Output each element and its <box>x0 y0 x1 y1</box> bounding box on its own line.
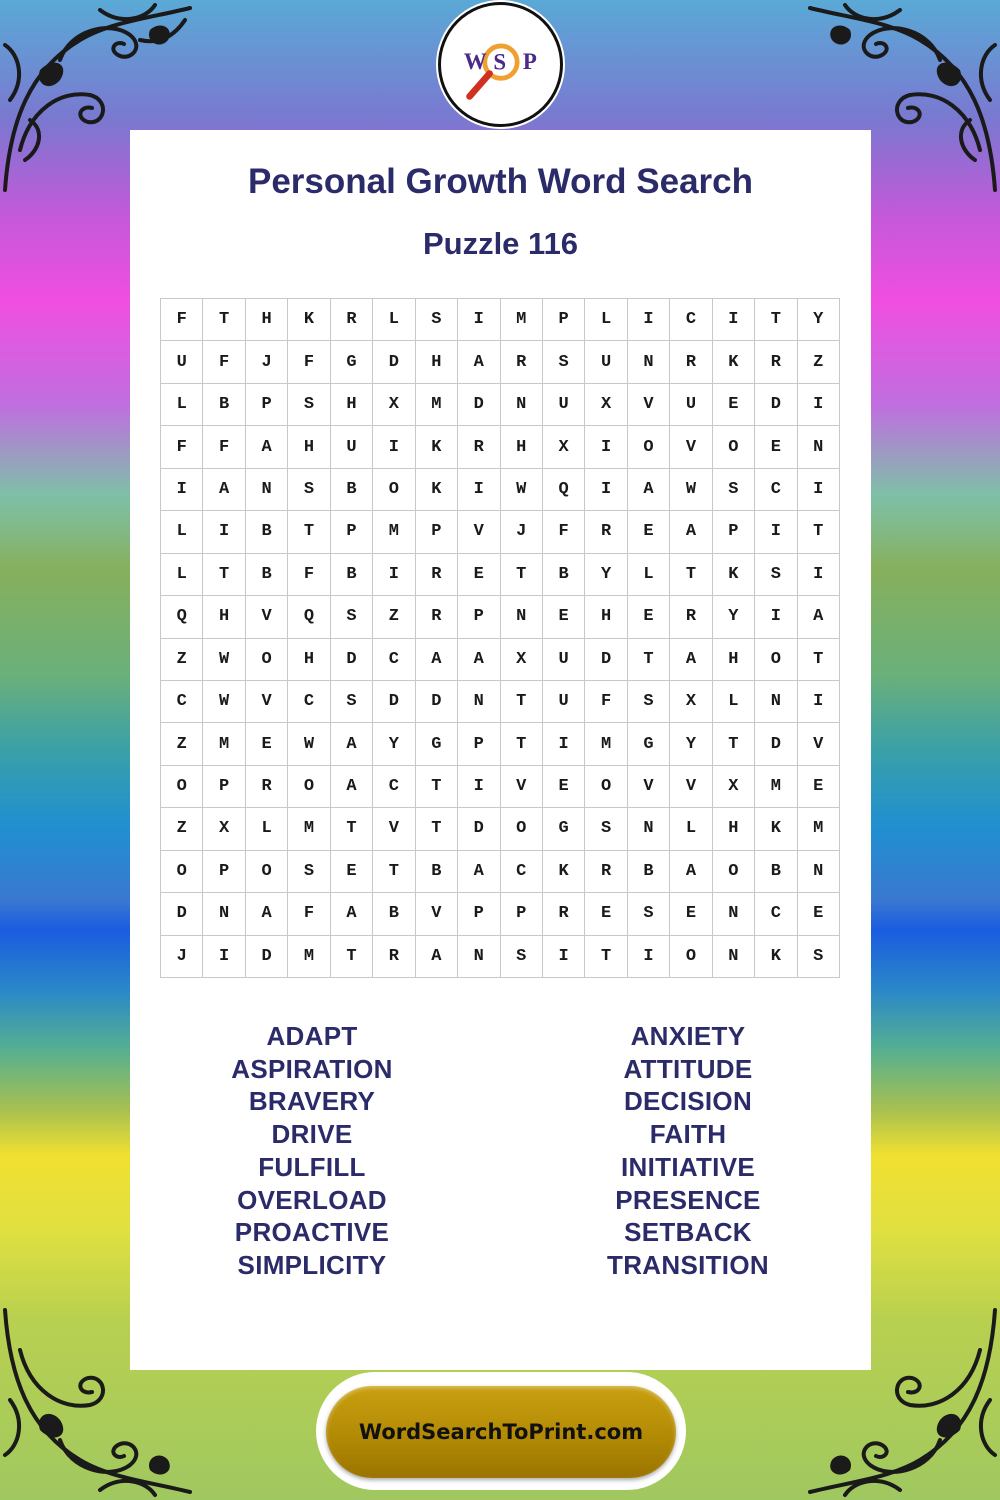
grid-cell[interactable]: D <box>458 384 500 426</box>
logo-letter-s: S <box>493 49 507 75</box>
grid-cell[interactable]: Z <box>161 808 203 850</box>
grid-cell[interactable]: I <box>543 936 585 978</box>
grid-cell[interactable]: I <box>543 723 585 765</box>
grid-cell[interactable]: M <box>501 299 543 341</box>
grid-cell[interactable]: D <box>161 893 203 935</box>
grid-cell[interactable]: O <box>161 766 203 808</box>
grid-cell[interactable]: I <box>628 299 670 341</box>
grid-cell[interactable]: A <box>246 426 288 468</box>
word-item: PRESENCE <box>615 1184 761 1215</box>
grid-cell[interactable]: I <box>713 299 755 341</box>
grid-cell[interactable]: I <box>458 469 500 511</box>
grid-cell[interactable]: Y <box>713 596 755 638</box>
word-item: SETBACK <box>624 1217 752 1248</box>
grid-cell[interactable]: T <box>203 299 245 341</box>
grid-cell[interactable]: O <box>670 936 712 978</box>
logo-letter-p: P <box>522 48 537 74</box>
grid-cell[interactable]: P <box>458 723 500 765</box>
grid-cell[interactable]: U <box>670 384 712 426</box>
grid-cell[interactable]: A <box>670 639 712 681</box>
grid-cell[interactable]: E <box>670 893 712 935</box>
grid-cell[interactable]: H <box>203 596 245 638</box>
grid-cell[interactable]: H <box>585 596 627 638</box>
grid-cell[interactable]: V <box>416 893 458 935</box>
grid-cell[interactable]: R <box>416 554 458 596</box>
grid-cell[interactable]: A <box>331 723 373 765</box>
grid-cell[interactable]: N <box>501 384 543 426</box>
grid-cell[interactable]: V <box>373 808 415 850</box>
grid-cell[interactable]: H <box>713 808 755 850</box>
grid-cell[interactable]: Y <box>373 723 415 765</box>
grid-cell[interactable]: B <box>416 851 458 893</box>
grid-cell[interactable]: Y <box>670 723 712 765</box>
grid-cell[interactable]: A <box>416 936 458 978</box>
grid-cell[interactable]: T <box>203 554 245 596</box>
grid-cell[interactable]: S <box>331 681 373 723</box>
grid-cell[interactable]: D <box>755 723 797 765</box>
grid-cell[interactable]: P <box>458 596 500 638</box>
grid-cell[interactable]: V <box>670 426 712 468</box>
grid-cell[interactable]: I <box>585 426 627 468</box>
magnifier-logo-icon <box>441 5 560 124</box>
grid-cell[interactable]: R <box>755 341 797 383</box>
word-item: INITIATIVE <box>621 1151 755 1182</box>
grid-cell[interactable]: F <box>543 511 585 553</box>
grid-cell[interactable]: F <box>288 893 330 935</box>
grid-cell[interactable]: T <box>331 936 373 978</box>
grid-cell[interactable]: V <box>246 681 288 723</box>
word-item: TRANSITION <box>607 1249 769 1280</box>
footer-badge <box>316 1372 686 1490</box>
grid-cell[interactable]: T <box>288 511 330 553</box>
grid-cell[interactable]: A <box>203 469 245 511</box>
grid-cell[interactable]: T <box>501 681 543 723</box>
grid-cell[interactable]: U <box>543 681 585 723</box>
grid-cell[interactable]: X <box>670 681 712 723</box>
grid-cell[interactable]: N <box>713 893 755 935</box>
site-link-button[interactable] <box>326 1386 676 1478</box>
grid-cell[interactable]: R <box>416 596 458 638</box>
grid-cell[interactable]: I <box>373 426 415 468</box>
grid-cell[interactable]: M <box>798 808 840 850</box>
grid-cell[interactable]: I <box>628 936 670 978</box>
grid-cell[interactable]: I <box>755 511 797 553</box>
grid-cell[interactable]: O <box>755 639 797 681</box>
grid-cell[interactable]: W <box>203 639 245 681</box>
grid-cell[interactable]: T <box>755 299 797 341</box>
grid-cell[interactable]: Z <box>161 639 203 681</box>
grid-cell[interactable]: K <box>755 936 797 978</box>
grid-cell[interactable]: L <box>373 299 415 341</box>
grid-cell[interactable]: F <box>161 299 203 341</box>
grid-cell[interactable]: B <box>246 511 288 553</box>
grid-cell[interactable]: C <box>670 299 712 341</box>
grid-cell[interactable]: Z <box>161 723 203 765</box>
grid-cell[interactable]: T <box>628 639 670 681</box>
grid-cell[interactable]: P <box>543 299 585 341</box>
grid-cell[interactable]: R <box>373 936 415 978</box>
grid-cell[interactable]: E <box>755 426 797 468</box>
grid-cell[interactable]: L <box>713 681 755 723</box>
grid-cell[interactable]: B <box>203 384 245 426</box>
page-title: Personal Growth Word Search <box>247 162 754 201</box>
grid-cell[interactable]: T <box>501 723 543 765</box>
word-item: SIMPLICITY <box>237 1249 387 1280</box>
grid-cell[interactable]: C <box>501 851 543 893</box>
grid-cell[interactable]: U <box>161 341 203 383</box>
grid-cell[interactable]: R <box>670 596 712 638</box>
grid-cell[interactable]: C <box>373 639 415 681</box>
grid-cell[interactable]: N <box>798 426 840 468</box>
grid-cell[interactable]: M <box>755 766 797 808</box>
grid-cell[interactable]: A <box>670 851 712 893</box>
grid-cell[interactable]: D <box>416 681 458 723</box>
grid-cell[interactable]: L <box>161 511 203 553</box>
grid-cell[interactable]: K <box>713 554 755 596</box>
grid-cell[interactable]: P <box>331 511 373 553</box>
grid-cell[interactable]: D <box>755 384 797 426</box>
grid-cell[interactable]: O <box>246 639 288 681</box>
grid-cell[interactable]: N <box>458 681 500 723</box>
grid-cell[interactable]: S <box>798 936 840 978</box>
grid-cell[interactable]: S <box>416 299 458 341</box>
word-item: ASPIRATION <box>231 1053 393 1084</box>
grid-cell[interactable]: U <box>585 341 627 383</box>
grid-cell[interactable]: V <box>458 511 500 553</box>
grid-cell[interactable]: R <box>331 299 373 341</box>
grid-cell[interactable]: P <box>416 511 458 553</box>
grid-cell[interactable]: G <box>543 808 585 850</box>
grid-cell[interactable]: S <box>288 384 330 426</box>
grid-cell[interactable]: W <box>670 469 712 511</box>
grid-cell[interactable]: L <box>628 554 670 596</box>
grid-cell[interactable]: A <box>416 639 458 681</box>
word-item: BRAVERY <box>248 1086 376 1117</box>
grid-cell[interactable]: R <box>458 426 500 468</box>
grid-cell[interactable]: E <box>798 893 840 935</box>
grid-cell[interactable]: G <box>628 723 670 765</box>
grid-cell[interactable]: V <box>628 766 670 808</box>
grid-cell[interactable]: F <box>288 554 330 596</box>
grid-cell[interactable]: B <box>543 554 585 596</box>
grid-cell[interactable]: E <box>628 511 670 553</box>
grid-cell[interactable]: B <box>331 469 373 511</box>
grid-cell[interactable]: A <box>458 341 500 383</box>
grid-cell[interactable]: S <box>628 893 670 935</box>
grid-cell[interactable]: S <box>331 596 373 638</box>
grid-cell[interactable]: T <box>798 639 840 681</box>
grid-cell[interactable]: M <box>203 723 245 765</box>
grid-cell[interactable]: T <box>501 554 543 596</box>
grid-cell[interactable]: T <box>331 808 373 850</box>
grid-cell[interactable]: P <box>458 893 500 935</box>
grid-cell[interactable]: L <box>585 299 627 341</box>
grid-cell[interactable]: J <box>161 936 203 978</box>
grid-cell[interactable]: O <box>288 766 330 808</box>
grid-cell[interactable]: P <box>203 851 245 893</box>
grid-cell[interactable]: I <box>203 936 245 978</box>
grid-cell[interactable]: S <box>585 808 627 850</box>
grid-cell[interactable]: E <box>628 596 670 638</box>
grid-cell[interactable]: V <box>246 596 288 638</box>
grid-cell[interactable]: R <box>585 511 627 553</box>
grid-cell[interactable]: N <box>501 596 543 638</box>
grid-cell[interactable]: F <box>203 341 245 383</box>
grid-cell[interactable]: N <box>628 341 670 383</box>
grid-cell[interactable]: J <box>501 511 543 553</box>
grid-cell[interactable]: C <box>373 766 415 808</box>
grid-cell[interactable]: D <box>585 639 627 681</box>
grid-cell[interactable]: H <box>416 341 458 383</box>
grid-cell[interactable]: E <box>246 723 288 765</box>
grid-cell[interactable]: S <box>501 936 543 978</box>
grid-cell[interactable]: O <box>585 766 627 808</box>
grid-cell[interactable]: I <box>755 596 797 638</box>
grid-cell[interactable]: O <box>246 851 288 893</box>
grid-cell[interactable]: W <box>501 469 543 511</box>
grid-cell[interactable]: Z <box>798 341 840 383</box>
grid-cell[interactable]: K <box>755 808 797 850</box>
grid-cell[interactable]: R <box>501 341 543 383</box>
logo-letter-w: W <box>463 48 487 74</box>
grid-cell[interactable]: T <box>373 851 415 893</box>
grid-cell[interactable]: X <box>713 766 755 808</box>
grid-cell[interactable]: P <box>203 766 245 808</box>
grid-cell[interactable]: F <box>203 426 245 468</box>
grid-cell[interactable]: U <box>543 384 585 426</box>
word-item: PROACTIVE <box>234 1217 390 1248</box>
grid-cell[interactable]: E <box>543 596 585 638</box>
grid-cell[interactable]: O <box>373 469 415 511</box>
grid-cell[interactable]: I <box>373 554 415 596</box>
grid-cell[interactable]: N <box>246 469 288 511</box>
grid-cell[interactable]: I <box>585 469 627 511</box>
grid-cell[interactable]: H <box>713 639 755 681</box>
grid-cell[interactable]: X <box>543 426 585 468</box>
word-list-right <box>538 1020 838 1282</box>
grid-cell[interactable]: D <box>373 341 415 383</box>
grid-cell[interactable]: I <box>798 469 840 511</box>
grid-cell[interactable]: D <box>458 808 500 850</box>
word-item: FAITH <box>649 1119 727 1150</box>
grid-cell[interactable]: S <box>288 469 330 511</box>
grid-cell[interactable]: I <box>161 469 203 511</box>
grid-cell[interactable]: N <box>713 936 755 978</box>
grid-cell[interactable]: N <box>798 851 840 893</box>
grid-cell[interactable]: B <box>373 893 415 935</box>
grid-cell[interactable]: H <box>288 639 330 681</box>
grid-cell[interactable]: A <box>331 893 373 935</box>
grid-cell[interactable]: T <box>416 766 458 808</box>
grid-cell[interactable]: A <box>798 596 840 638</box>
grid-cell[interactable]: X <box>373 384 415 426</box>
grid-cell[interactable]: K <box>416 426 458 468</box>
grid-cell[interactable]: E <box>798 766 840 808</box>
grid-cell[interactable]: R <box>670 341 712 383</box>
grid-cell[interactable]: R <box>585 851 627 893</box>
grid-cell[interactable]: A <box>246 893 288 935</box>
word-list-left <box>162 1020 462 1282</box>
grid-cell[interactable]: A <box>458 851 500 893</box>
grid-cell[interactable]: S <box>628 681 670 723</box>
grid-cell[interactable]: X <box>585 384 627 426</box>
grid-cell[interactable]: B <box>628 851 670 893</box>
grid-cell[interactable]: X <box>203 808 245 850</box>
puzzle-number: Puzzle 116 <box>422 226 579 261</box>
wsp-logo <box>438 2 563 127</box>
grid-cell[interactable]: O <box>628 426 670 468</box>
word-item: DRIVE <box>271 1119 353 1150</box>
grid-cell[interactable]: M <box>373 511 415 553</box>
grid-cell[interactable]: L <box>246 808 288 850</box>
grid-cell[interactable]: Q <box>543 469 585 511</box>
grid-cell[interactable]: F <box>585 681 627 723</box>
grid-cell[interactable]: U <box>543 639 585 681</box>
grid-cell[interactable]: F <box>288 341 330 383</box>
grid-cell[interactable]: P <box>501 893 543 935</box>
grid-cell[interactable]: H <box>288 426 330 468</box>
grid-cell[interactable]: R <box>543 893 585 935</box>
grid-cell[interactable]: V <box>670 766 712 808</box>
grid-cell[interactable]: Y <box>798 299 840 341</box>
grid-cell[interactable]: B <box>755 851 797 893</box>
puzzle-panel <box>130 130 871 1370</box>
grid-cell[interactable]: T <box>798 511 840 553</box>
grid-cell[interactable]: M <box>416 384 458 426</box>
grid-cell[interactable]: A <box>670 511 712 553</box>
grid-cell[interactable]: K <box>543 851 585 893</box>
grid-cell[interactable]: V <box>798 723 840 765</box>
grid-cell[interactable]: I <box>798 681 840 723</box>
grid-cell[interactable]: P <box>713 511 755 553</box>
word-item: ANXIETY <box>630 1021 746 1051</box>
grid-cell[interactable]: H <box>501 426 543 468</box>
grid-cell[interactable]: I <box>798 554 840 596</box>
grid-cell[interactable]: L <box>670 808 712 850</box>
grid-cell[interactable]: I <box>798 384 840 426</box>
grid-cell[interactable]: O <box>713 426 755 468</box>
grid-cell[interactable]: V <box>501 766 543 808</box>
grid-cell[interactable]: N <box>458 936 500 978</box>
grid-cell[interactable]: T <box>585 936 627 978</box>
grid-cell[interactable]: N <box>755 681 797 723</box>
grid-cell[interactable]: N <box>628 808 670 850</box>
grid-cell[interactable]: H <box>246 299 288 341</box>
grid-cell[interactable]: F <box>161 426 203 468</box>
grid-cell[interactable]: S <box>288 851 330 893</box>
grid-cell[interactable]: C <box>755 893 797 935</box>
grid-cell[interactable]: G <box>416 723 458 765</box>
grid-cell[interactable]: B <box>331 554 373 596</box>
grid-cell[interactable]: M <box>288 808 330 850</box>
grid-cell[interactable]: I <box>458 766 500 808</box>
grid-cell[interactable]: O <box>713 851 755 893</box>
grid-cell[interactable]: M <box>585 723 627 765</box>
grid-cell[interactable]: C <box>161 681 203 723</box>
word-item: FULFILL <box>258 1151 366 1182</box>
letter-grid <box>160 298 840 978</box>
site-link-label: WordSearchToPrint.com <box>358 1420 644 1444</box>
grid-cell[interactable]: T <box>670 554 712 596</box>
grid-cell[interactable]: G <box>331 341 373 383</box>
grid-cell[interactable]: C <box>755 469 797 511</box>
grid-cell[interactable]: Y <box>585 554 627 596</box>
grid-cell[interactable]: I <box>203 511 245 553</box>
grid-cell[interactable]: B <box>246 554 288 596</box>
grid-cell[interactable]: H <box>331 384 373 426</box>
grid-cell[interactable]: I <box>458 299 500 341</box>
grid-cell[interactable]: V <box>628 384 670 426</box>
grid-cell[interactable]: C <box>288 681 330 723</box>
grid-cell[interactable]: P <box>246 384 288 426</box>
grid-cell[interactable]: E <box>331 851 373 893</box>
grid-cell[interactable]: A <box>458 639 500 681</box>
grid-cell[interactable]: S <box>543 341 585 383</box>
word-item: ADAPT <box>266 1021 358 1051</box>
grid-cell[interactable]: D <box>246 936 288 978</box>
grid-cell[interactable]: E <box>458 554 500 596</box>
grid-cell[interactable]: S <box>713 469 755 511</box>
grid-cell[interactable]: W <box>288 723 330 765</box>
grid-cell[interactable]: E <box>585 893 627 935</box>
grid-cell[interactable]: Z <box>373 596 415 638</box>
grid-cell[interactable]: E <box>543 766 585 808</box>
grid-cell[interactable]: O <box>501 808 543 850</box>
grid-cell[interactable]: K <box>713 341 755 383</box>
grid-cell[interactable]: R <box>246 766 288 808</box>
grid-cell[interactable]: W <box>203 681 245 723</box>
grid-cell[interactable]: Q <box>161 596 203 638</box>
grid-cell[interactable]: J <box>246 341 288 383</box>
grid-cell[interactable]: K <box>288 299 330 341</box>
word-item: OVERLOAD <box>237 1184 387 1215</box>
grid-cell[interactable]: X <box>501 639 543 681</box>
grid-cell[interactable]: N <box>203 893 245 935</box>
grid-cell[interactable]: O <box>161 851 203 893</box>
grid-cell[interactable]: D <box>331 639 373 681</box>
grid-cell[interactable]: U <box>331 426 373 468</box>
grid-cell[interactable]: A <box>628 469 670 511</box>
word-item: DECISION <box>623 1086 753 1117</box>
grid-cell[interactable]: M <box>288 936 330 978</box>
grid-cell[interactable]: K <box>416 469 458 511</box>
grid-cell[interactable]: E <box>713 384 755 426</box>
grid-cell[interactable]: D <box>373 681 415 723</box>
grid-cell[interactable]: Q <box>288 596 330 638</box>
word-item: ATTITUDE <box>623 1053 753 1084</box>
grid-cell[interactable]: T <box>713 723 755 765</box>
grid-cell[interactable]: L <box>161 554 203 596</box>
grid-cell[interactable]: T <box>416 808 458 850</box>
grid-cell[interactable]: A <box>331 766 373 808</box>
grid-cell[interactable]: L <box>161 384 203 426</box>
grid-cell[interactable]: S <box>755 554 797 596</box>
